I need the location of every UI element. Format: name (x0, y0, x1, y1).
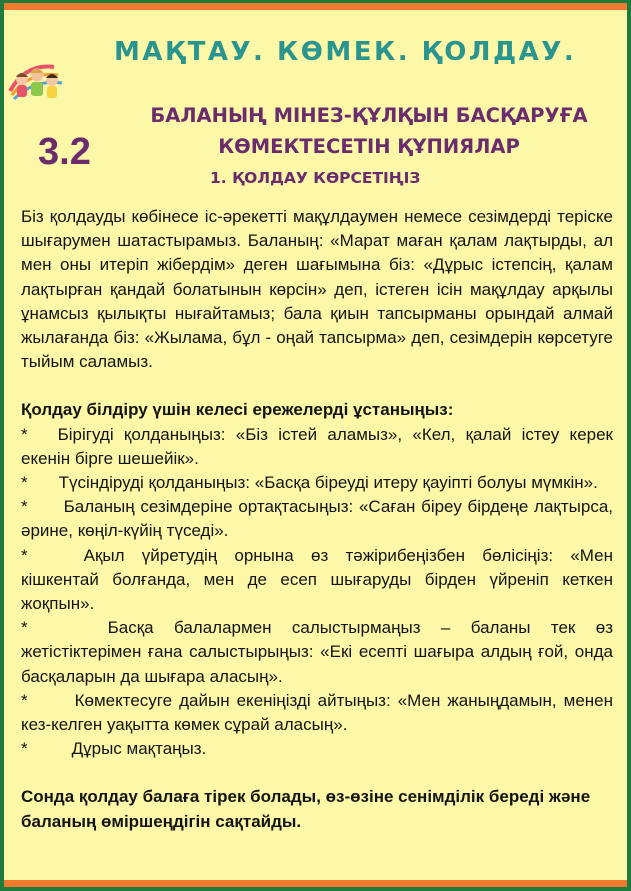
conclusion-paragraph: Сонда қолдау балаға тірек болады, өз-өзіне сенімділік береді және баланың өміршеңдігін сақтайды. (21, 787, 591, 831)
bullet-symbol: * (21, 545, 28, 565)
bullet-symbol: * (21, 739, 28, 759)
rules-heading: Қолдау білдіру үшін келесі ережелерді ұстаныңыз: (21, 400, 454, 420)
title-line-2: КӨМЕКТЕСЕТІН ҚҰПИЯЛАР (218, 135, 520, 158)
bullet-symbol: * (21, 424, 28, 444)
rule-text: Баланың сезімдеріне ортақтасыңыз: «Саған біреу бірдеңе лақтырса, әрине, көңіл-күйің түседі». (21, 497, 613, 541)
list-item (21, 737, 613, 761)
list-item (21, 423, 613, 471)
rule-text: Басқа балалармен салыстырмаңыз – баланы тек өз жетістіктерімен ғана салыстырыңыз: «Екі есепті шағыра алдың ғой, онда басқаларын да шығара аласың». (21, 618, 613, 686)
subtitle: 1. ҚОЛДАУ КӨРСЕТІҢІЗ (210, 169, 421, 187)
rule-text: Түсіндіруді қолданыңыз: «Басқа біреуді итеру қауіпті болуы мүмкін». (58, 473, 598, 493)
section-number: 3.2 (38, 131, 91, 173)
title-line-1: БАЛАНЫҢ МІНЕЗ-ҚҰЛҚЫН БАСҚАРУҒА (150, 104, 588, 127)
page-title (124, 100, 614, 162)
bullet-symbol: * (21, 690, 28, 710)
body-text (21, 205, 613, 834)
bottom-orange-band (4, 880, 627, 887)
list-item (21, 495, 613, 543)
list-item (21, 616, 613, 689)
rule-text: Ақыл үйретудің орнына өз тәжірибеңізбен бөлісіңіз: «Мен кішкентай болғанда, мен де есеп шығаруды бірден үйреніп кеткен жоқпын». (21, 545, 613, 614)
bullet-symbol: * (21, 618, 28, 638)
rules-list (21, 423, 613, 762)
list-item (21, 544, 613, 617)
children-group-logo (8, 51, 66, 105)
list-item (21, 471, 613, 495)
bullet-symbol: * (21, 497, 28, 517)
top-orange-band (4, 3, 627, 10)
rule-text: Көмектесуге дайын екеніңізді айтыңыз: «Мен жаныңдамын, менен кез-келген уақытта көмек сұрай аласың». (21, 690, 613, 735)
intro-paragraph: Біз қолдауды көбінесе іс-әрекетті мақұлдаумен немесе сезімдерді теріске шығарумен шатастырамыз. Баланың: «Марат маған қалам лақтырды, ал мен оны итеріп жібердім» деген шағымына біз: «Дұрыс істепсің, қалам лақтырған қандай болатынын көрсін» деп, істеген ісін мақұлдау арқылы ұнамсыз қылықты нығайтамыз; бала қиын тапсырманы орындай алмай жылағанда біз: «Жылама, бұл - оңай тапсырма» деп, сезімдерін көрсетуге тыйым саламыз. (21, 207, 613, 372)
bullet-symbol: * (21, 473, 28, 493)
rule-text: Бірігуді қолданыңыз: «Біз істей аламыз», «Кел, қалай істеу керек екенін бірге шешейік». (21, 424, 613, 468)
list-item (21, 689, 613, 737)
page (4, 3, 627, 887)
rule-text: Дұрыс мақтаңыз. (71, 739, 207, 759)
headline: МАҚТАУ. КӨМЕК. ҚОЛДАУ. (114, 37, 577, 67)
